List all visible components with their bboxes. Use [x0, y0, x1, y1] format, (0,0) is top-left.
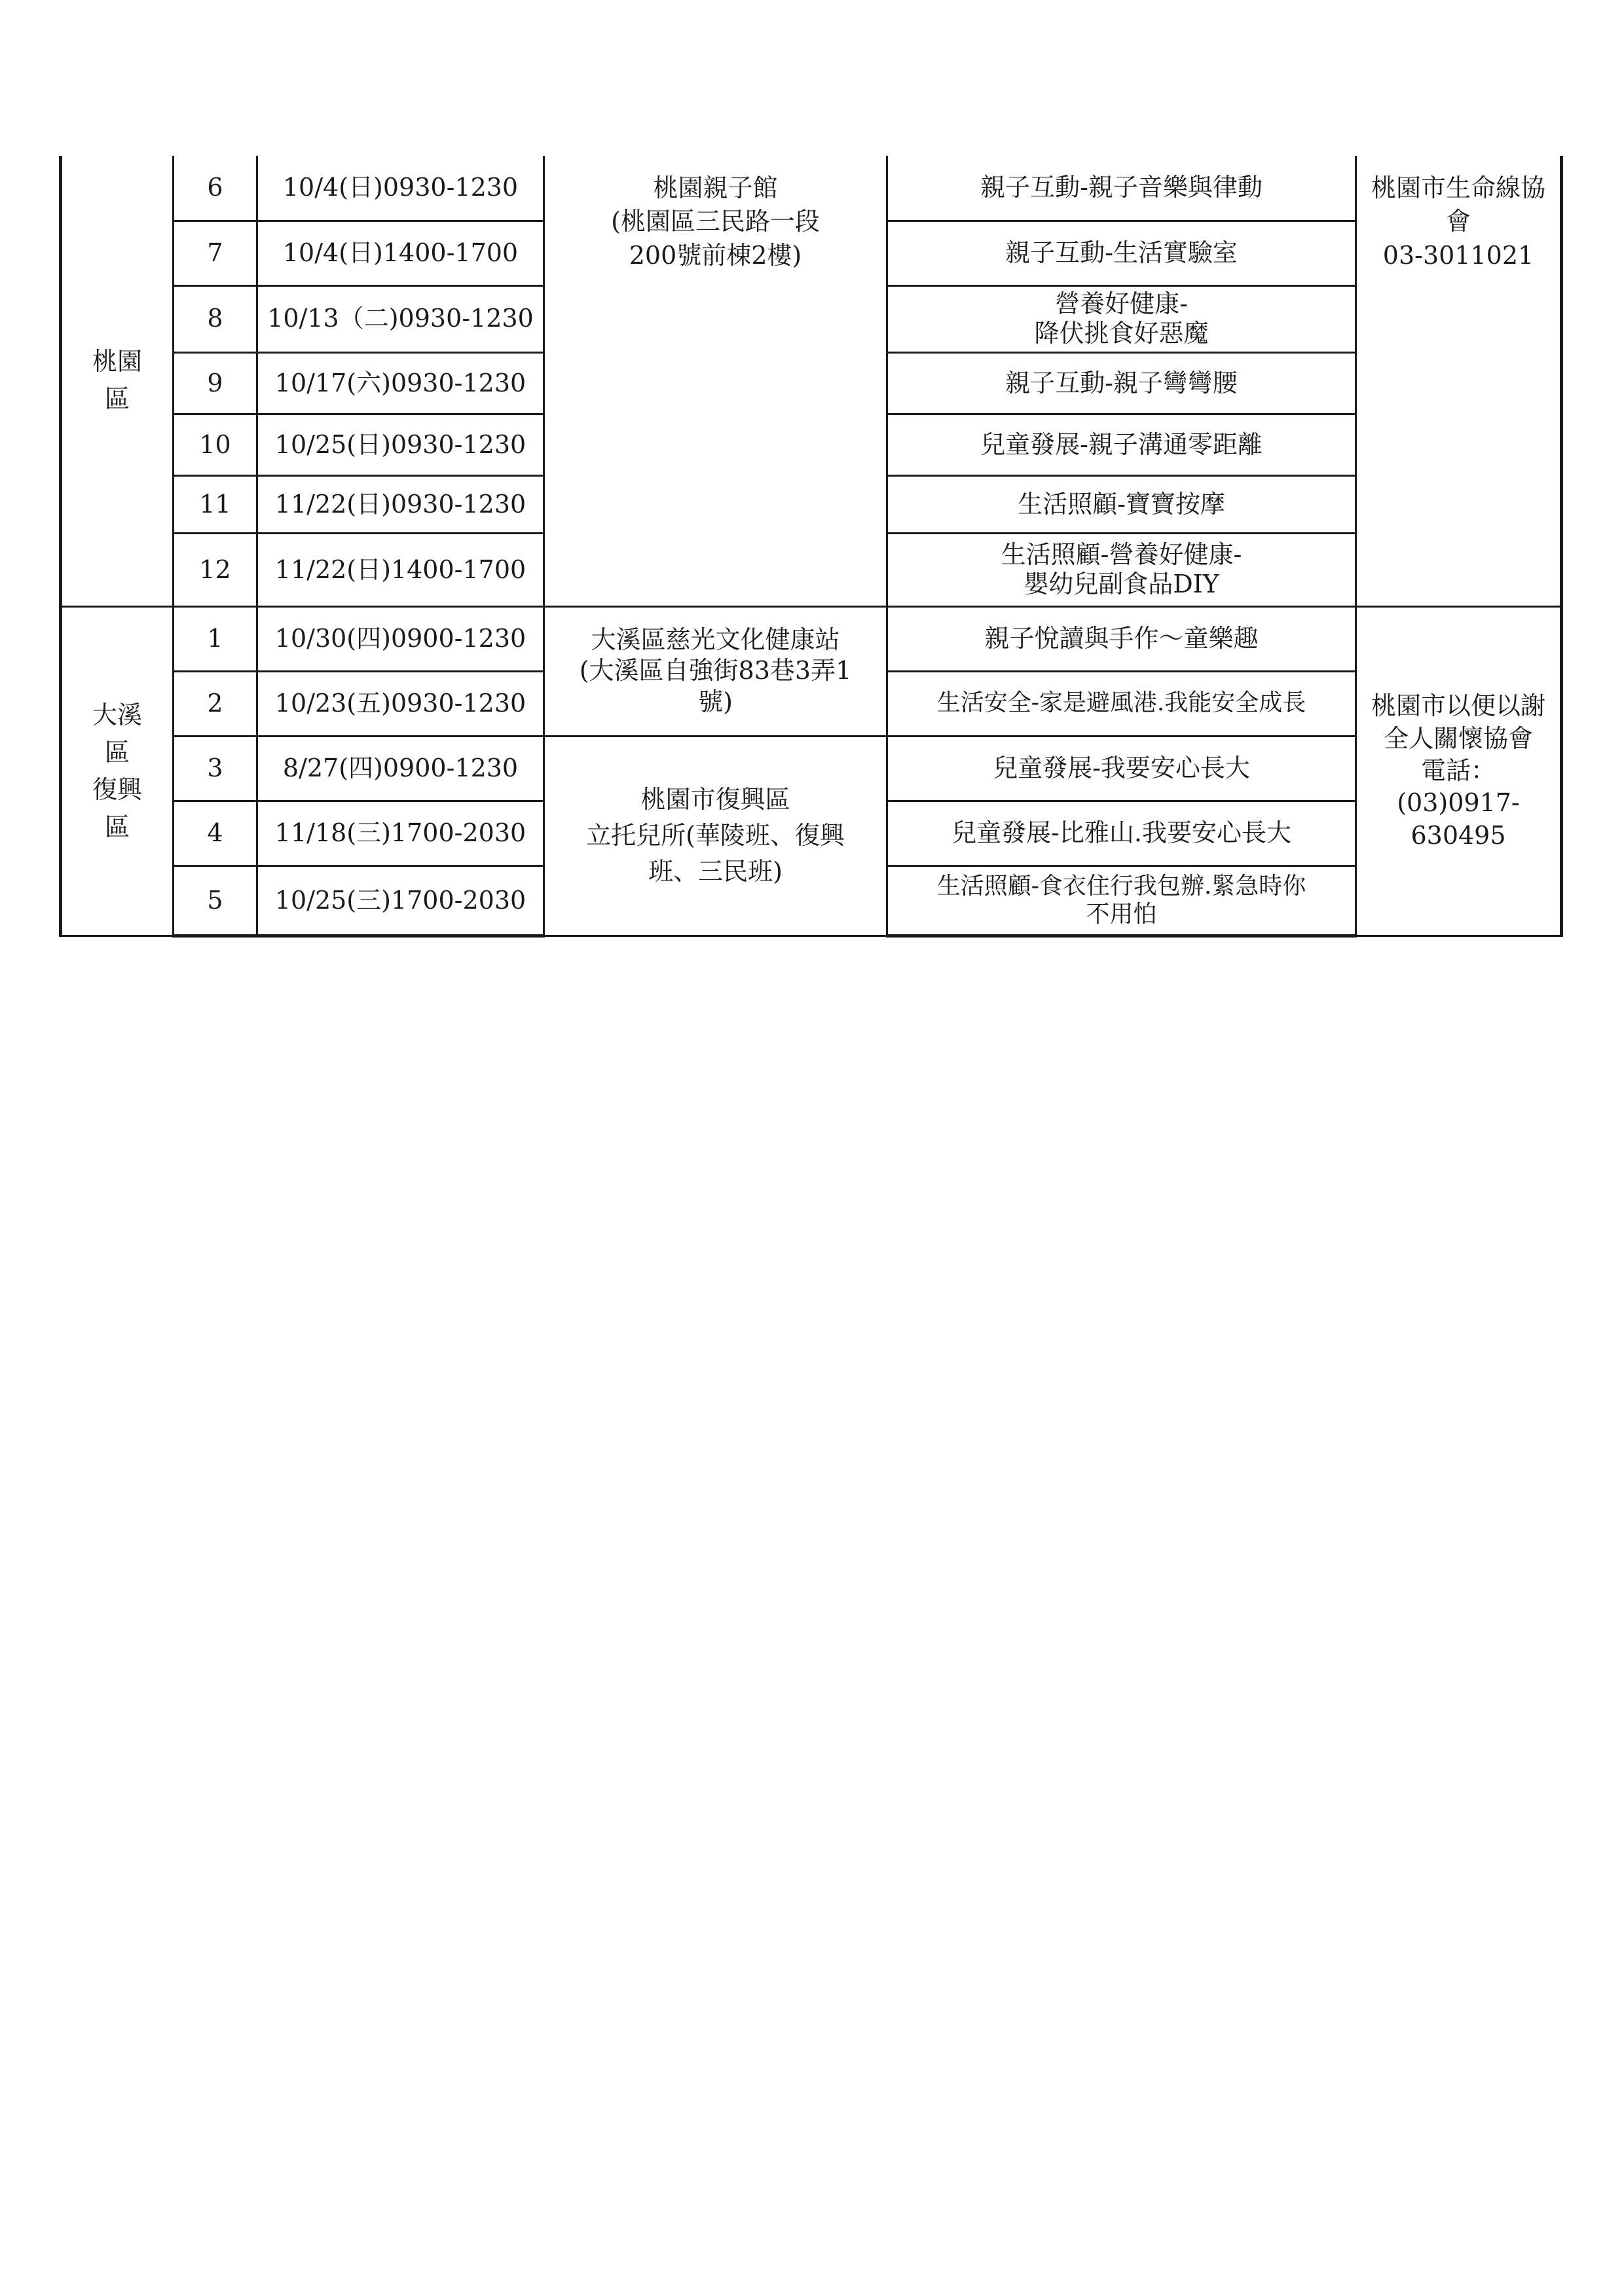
row-number: 2: [174, 671, 257, 736]
row-topic: 生活照顧-營養好健康- 嬰幼兒副食品DIY: [887, 533, 1356, 606]
row-number: 5: [174, 866, 257, 936]
row-datetime: 11/18(三)1700-2030: [257, 801, 544, 866]
row-topic: 親子互動-生活實驗室: [887, 221, 1356, 285]
district-cell: [61, 606, 174, 936]
row-topic: 親子互動-親子音樂與律動: [887, 156, 1356, 221]
row-topic: 生活照顧-食衣住行我包辦.緊急時你 不用怕: [887, 866, 1356, 936]
organizer-cell: 桃園市以便以謝 全人關懷協會 電話： (03)0917- 630495: [1356, 606, 1562, 936]
row-number: 12: [174, 533, 257, 606]
district-label: 大溪區 復興區: [92, 700, 142, 841]
row-number: 3: [174, 736, 257, 801]
row-datetime: 10/13（二)0930-1230: [257, 285, 544, 352]
row-number: 6: [174, 156, 257, 221]
row-number: 10: [174, 414, 257, 475]
row-topic: 兒童發展-親子溝通零距離: [887, 414, 1356, 475]
row-datetime: 10/25(三)1700-2030: [257, 866, 544, 936]
organizer-cell: 桃園市生命線協會 03-3011021: [1356, 156, 1562, 606]
row-number: 8: [174, 285, 257, 352]
row-number: 4: [174, 801, 257, 866]
row-datetime: 10/4(日)1400-1700: [257, 221, 544, 285]
table-row: [61, 736, 1562, 801]
row-datetime: 10/17(六)0930-1230: [257, 352, 544, 414]
row-datetime: 10/4(日)0930-1230: [257, 156, 544, 221]
row-number: 1: [174, 606, 257, 671]
row-datetime: 10/25(日)0930-1230: [257, 414, 544, 475]
table-row: [61, 606, 1562, 671]
row-topic: 生活照顧-寶寶按摩: [887, 475, 1356, 533]
table-row: [61, 156, 1562, 221]
row-topic: 親子悅讀與手作～童樂趣: [887, 606, 1356, 671]
row-number: 7: [174, 221, 257, 285]
row-datetime: 11/22(日)0930-1230: [257, 475, 544, 533]
row-topic: 親子互動-親子彎彎腰: [887, 352, 1356, 414]
row-topic: 兒童發展-我要安心長大: [887, 736, 1356, 801]
row-datetime: 10/30(四)0900-1230: [257, 606, 544, 671]
row-topic: 營養好健康- 降伏挑食好惡魔: [887, 285, 1356, 352]
row-datetime: 10/23(五)0930-1230: [257, 671, 544, 736]
schedule-table: [59, 156, 1563, 938]
district-label: 桃園區: [92, 347, 142, 414]
venue-cell: 大溪區慈光文化健康站 (大溪區自強街83巷3弄1 號): [544, 606, 887, 736]
district-cell: [61, 156, 174, 606]
row-number: 9: [174, 352, 257, 414]
row-topic: 兒童發展-比雅山.我要安心長大: [887, 801, 1356, 866]
venue-cell: 桃園市復興區 立托兒所(華陵班、復興 班、三民班): [544, 736, 887, 936]
venue-cell: 桃園親子館 (桃園區三民路一段 200號前棟2樓): [544, 156, 887, 606]
row-number: 11: [174, 475, 257, 533]
row-datetime: 11/22(日)1400-1700: [257, 533, 544, 606]
row-topic: 生活安全-家是避風港.我能安全成長: [887, 671, 1356, 736]
row-datetime: 8/27(四)0900-1230: [257, 736, 544, 801]
